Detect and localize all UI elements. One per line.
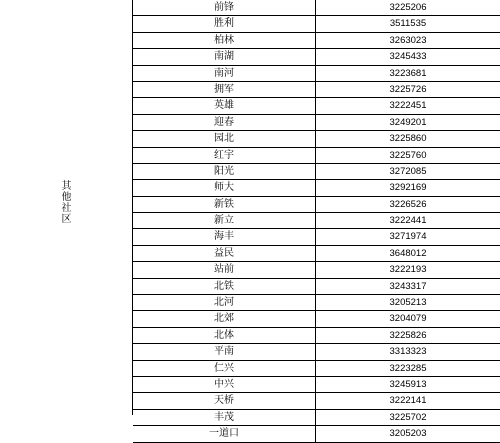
- community-name-cell: 红宇: [133, 148, 316, 163]
- table-row: [133, 295, 500, 311]
- table-row: [133, 279, 500, 295]
- phone-number-cell: 3225702: [389, 411, 427, 423]
- table-row: [133, 49, 500, 65]
- table-row: [133, 0, 500, 16]
- phone-number-cell: 3271974: [389, 231, 427, 243]
- community-name-cell: 英雄: [133, 98, 316, 113]
- community-name-cell: 天桥: [133, 393, 316, 408]
- table-row: [133, 164, 500, 180]
- table-row: [133, 115, 500, 131]
- phone-number-cell: 3225826: [389, 329, 427, 341]
- community-name-cell: 北体: [133, 328, 316, 343]
- community-name-cell: 园北: [133, 131, 316, 146]
- community-name-cell: 南湖: [133, 49, 316, 64]
- table-row: [133, 213, 500, 229]
- table-row: [133, 311, 500, 327]
- community-name-cell: 南河: [133, 66, 316, 81]
- phone-number-cell: 3511535: [389, 18, 427, 30]
- table-row: [133, 197, 500, 213]
- table-row: [133, 328, 500, 344]
- phone-number-cell: 3225860: [389, 133, 427, 145]
- phone-number-cell: 3223681: [389, 67, 427, 79]
- community-name-cell: 柏林: [133, 33, 316, 48]
- community-name-cell: 仁兴: [133, 361, 316, 376]
- table-row: [133, 131, 500, 147]
- table-row: [133, 246, 500, 262]
- phone-number-cell: 3648012: [389, 247, 427, 259]
- phone-number-cell: 3222451: [389, 100, 427, 112]
- phone-number-cell: 3222141: [389, 395, 427, 407]
- community-name-cell: 丰茂: [133, 410, 316, 425]
- phone-number-cell: 3205213: [389, 297, 427, 309]
- community-name-cell: 师大: [133, 180, 316, 195]
- community-name-cell: 中兴: [133, 377, 316, 392]
- community-name-cell: 北铁: [133, 279, 316, 294]
- table-row: [133, 98, 500, 114]
- community-name-cell: 一道口: [133, 426, 316, 441]
- phone-number-cell: 3204079: [389, 313, 427, 325]
- table-row: [133, 229, 500, 245]
- phone-number-cell: 3226526: [389, 198, 427, 210]
- table-row: [133, 16, 500, 32]
- community-name-cell: 平南: [133, 344, 316, 359]
- phone-number-cell: 3313323: [389, 346, 427, 358]
- community-name-cell: 阳光: [133, 164, 316, 179]
- table-body: [133, 0, 500, 443]
- table-row: [133, 33, 500, 49]
- phone-number-cell: 3245913: [389, 378, 427, 390]
- phone-number-cell: 3222193: [389, 264, 427, 276]
- phone-number-cell: 3272085: [389, 165, 427, 177]
- community-name-cell: 站前: [133, 262, 316, 277]
- phone-number-cell: 3205203: [389, 428, 427, 440]
- table-row: [133, 66, 500, 82]
- community-name-cell: 海丰: [133, 229, 316, 244]
- community-name-cell: 拥军: [133, 82, 316, 97]
- table-row: [133, 410, 500, 426]
- table-row: [133, 426, 500, 442]
- phone-number-cell: 3223285: [389, 362, 427, 374]
- table-row: [133, 82, 500, 98]
- table-row: [133, 377, 500, 393]
- community-name-cell: 新铁: [133, 197, 316, 212]
- phone-number-cell: 3225206: [389, 2, 427, 13]
- phone-number-cell: 3225760: [389, 149, 427, 161]
- table-row: [133, 393, 500, 409]
- phone-number-cell: 3245433: [389, 51, 427, 63]
- phone-number-cell: 3249201: [389, 116, 427, 128]
- community-name-cell: 胜利: [133, 16, 316, 31]
- table-row: [133, 262, 500, 278]
- table-row: [133, 180, 500, 196]
- phone-number-cell: 3243317: [389, 280, 427, 292]
- community-name-cell: 前锋: [133, 0, 316, 15]
- phone-number-cell: 3222441: [389, 215, 427, 227]
- community-name-cell: 益民: [133, 246, 316, 261]
- community-name-cell: 新立: [133, 213, 316, 228]
- table-row: [133, 344, 500, 360]
- community-name-cell: 北河: [133, 295, 316, 310]
- community-name-cell: 北郊: [133, 311, 316, 326]
- phone-number-cell: 3225726: [389, 83, 427, 95]
- group-cell: [0, 0, 133, 415]
- phone-number-cell: 3263023: [389, 34, 427, 46]
- phone-number-cell: 3292169: [389, 182, 427, 194]
- table-row: [133, 148, 500, 164]
- community-name-cell: 迎春: [133, 115, 316, 130]
- table-row: [133, 361, 500, 377]
- group-label: 其他社区: [59, 180, 70, 224]
